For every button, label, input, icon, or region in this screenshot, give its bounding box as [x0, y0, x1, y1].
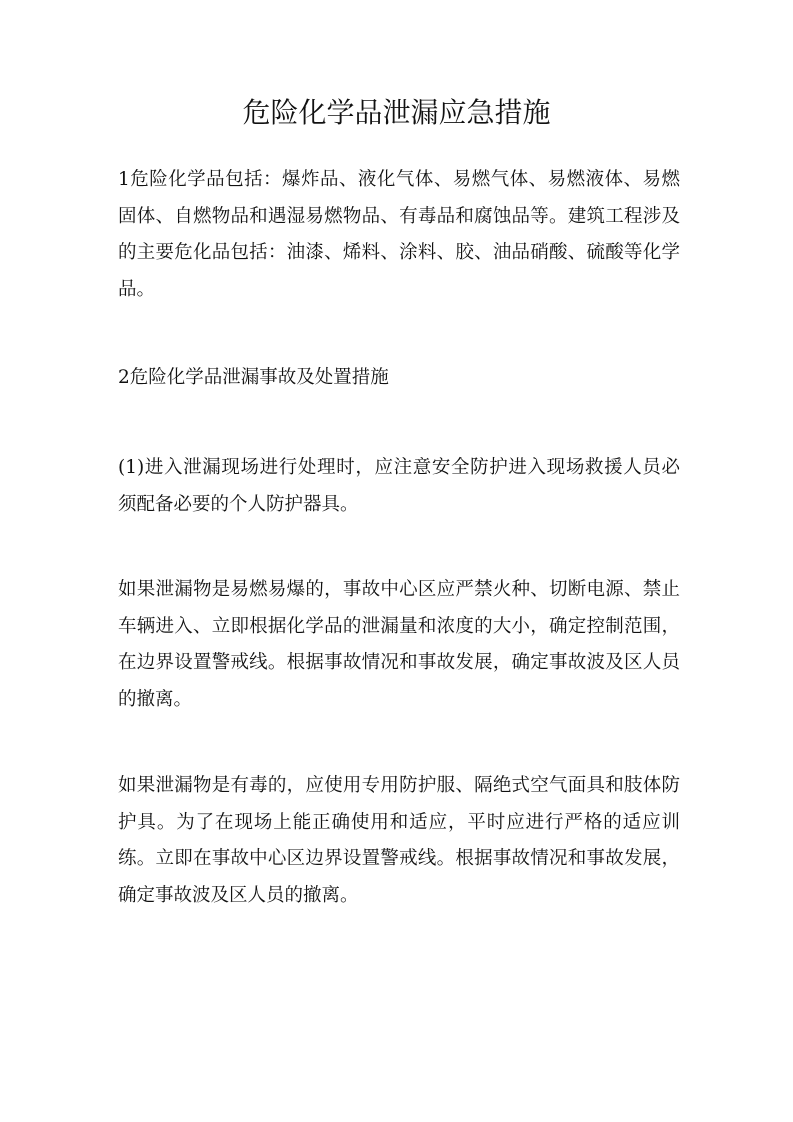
- paragraph-protection-requirement: (1)进入泄漏现场进行处理时，应注意安全防护进入现场救援人员必须配备必要的个人防护器具。: [118, 457, 680, 515]
- document-title: 危险化学品泄漏应急措施: [242, 96, 551, 129]
- paragraph-section-heading-leak-measures: 2危险化学品泄漏事故及处置措施: [118, 367, 389, 388]
- paragraph-toxic-leak: 如果泄漏物是有毒的，应使用专用防护服、隔绝式空气面具和肢体防护具。为了在现场上能正确使用和适应，平时应进行严格的适应训练。立即在事故中心区边界设置警戒线。根据事故情况和事故发展，确定事故波及区人员的撤离。: [118, 775, 680, 906]
- paragraph-hazardous-chemicals-definition: 1危险化学品包括：爆炸品、液化气体、易燃气体、易燃液体、易燃固体、自燃物品和遇湿易燃物品、有毒品和腐蚀品等。建筑工程涉及的主要危化品包括：油漆、烯料、涂料、胶、油品硝酸、硫酸等化学品。: [118, 169, 680, 300]
- paragraph-flammable-leak: 如果泄漏物是易燃易爆的，事故中心区应严禁火种、切断电源、禁止车辆进入、立即根据化学品的泄漏量和浓度的大小，确定控制范围，在边界设置警戒线。根据事故情况和事故发展，确定事故波及区人员的撤离。: [118, 579, 680, 710]
